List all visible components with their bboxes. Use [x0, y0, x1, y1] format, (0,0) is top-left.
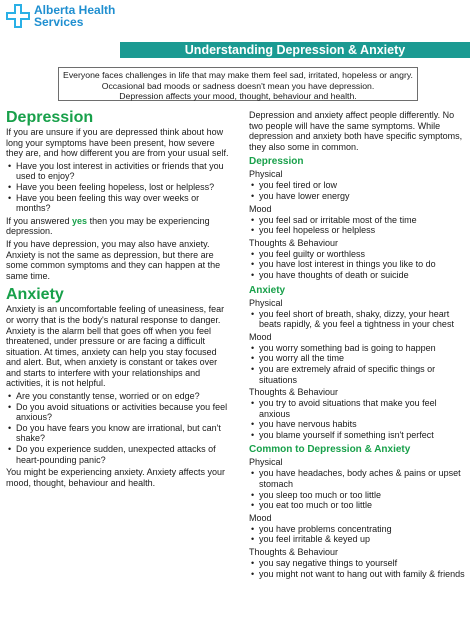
list-item: • you feel guilty or worthless: [249, 249, 469, 260]
list-item: • you say negative things to yourself: [249, 558, 469, 569]
list-item: • you have lost interest in things you like to do: [249, 259, 469, 270]
group-label: Physical: [249, 457, 283, 468]
header: [0, 0, 474, 42]
list-item: • Do you avoid situations or activities because you feel anxious?: [6, 402, 234, 423]
symptom-list: [249, 524, 469, 545]
depression-questions: [6, 161, 234, 214]
answered-text: If you answered: [6, 215, 73, 226]
list-item: • Are you constantly tense, worried or on edge?: [6, 391, 234, 402]
list-item: • you feel short of breath, shaky, dizzy, your heart beats rapidly, & you feel a tightness in your chest: [249, 309, 469, 330]
group-label: Mood: [249, 203, 272, 214]
list-item: • you eat too much or too little: [249, 500, 469, 511]
symptom-list: [249, 468, 469, 510]
symptom-list: [249, 558, 469, 579]
symptom-list: [249, 309, 469, 330]
list-item: • Have you been feeling hopeless, lost or helpless?: [6, 182, 234, 193]
right-column: [249, 110, 469, 581]
list-item: • you have headaches, body aches & pains or upset stomach: [249, 468, 469, 489]
intro-line: Everyone faces challenges in life that may make them feel sad, irritated, hopeless or angry.: [63, 70, 413, 80]
list-item: • you have lower energy: [249, 191, 469, 202]
brand-line-2: Services: [34, 15, 84, 29]
cross-logo-icon: [6, 4, 30, 28]
anxiety-heading: Anxiety: [6, 286, 64, 304]
yes-emphasis: yes: [72, 215, 88, 226]
intro-line: Occasional bad moods or sadness doesn't mean you have depression.: [101, 80, 375, 91]
symptom-list: [249, 249, 469, 281]
symptoms-common-heading: Common to Depression & Anxiety: [249, 444, 411, 456]
depression-heading: Depression: [6, 109, 94, 126]
group-label: Mood: [249, 331, 272, 342]
group-label: Thoughts & Behaviour: [249, 547, 339, 558]
list-item: • you have thoughts of death or suicide: [249, 270, 469, 281]
symptom-list: [249, 180, 469, 201]
group-label: Physical: [249, 297, 283, 308]
symptoms-depression-heading: Depression: [249, 156, 304, 168]
brand-logo: [6, 4, 115, 28]
brand-line-1: Alberta Health: [34, 3, 116, 17]
list-item: • you sleep too much or too little: [249, 490, 469, 501]
list-item: • you feel irritable & keyed up: [249, 534, 469, 545]
list-item: • you worry something bad is going to happen: [249, 343, 469, 354]
list-item: • you have problems concentrating: [249, 524, 469, 535]
group-label: Physical: [249, 169, 283, 180]
intro-line: Depression affects your mood, thought, behaviour and health.: [119, 91, 357, 102]
group-label: Thoughts & Behaviour: [249, 237, 339, 248]
list-item: • you are extremely afraid of specific things or situations: [249, 364, 469, 385]
list-item: • you feel tired or low: [249, 180, 469, 191]
symptom-list: [249, 215, 469, 236]
group-label: Mood: [249, 512, 272, 523]
list-item: • Do you have fears you know are irrational, but can't shake?: [6, 423, 234, 444]
list-item: • you have nervous habits: [249, 419, 469, 430]
brand-name: [34, 4, 115, 28]
list-item: • Have you lost interest in activities or friends that you used to enjoy?: [6, 161, 234, 182]
symptom-list: [249, 398, 469, 440]
list-item: • you blame yourself if something isn't perfect: [249, 430, 469, 441]
list-item: • you feel hopeless or helpless: [249, 225, 469, 236]
list-item: • you might not want to hang out with family & friends: [249, 569, 469, 580]
depression-anxiety-paragraph: If you have depression, you may also have anxiety. Anxiety is not the same as depression, but there are some common symptoms and they can happen at the same time.: [6, 238, 221, 281]
anxiety-closing-paragraph: You might be experiencing anxiety. Anxiety affects your mood, thought, behaviour and health.: [6, 467, 225, 488]
symptom-list: [249, 343, 469, 385]
list-item: • you try to avoid situations that make you feel anxious: [249, 398, 469, 419]
depression-paragraph: If you are unsure if you are depressed think about how long your symptoms have been present, how severe they are, and how different you are from your usual self.: [6, 127, 229, 159]
list-item: • Have you been feeling this way over weeks or months?: [6, 193, 234, 214]
right-intro-paragraph: Depression and anxiety affect people differently. No two people will have the same symptoms. While depression and anxiety both have specific symptoms, they also some in common.: [249, 110, 463, 152]
list-item: • you feel sad or irritable most of the time: [249, 215, 469, 226]
answered-yes-paragraph: [6, 216, 234, 237]
anxiety-questions: [6, 391, 234, 465]
list-item: • you worry all the time: [249, 353, 469, 364]
page-title-banner: Understanding Depression & Anxiety: [120, 42, 470, 58]
anxiety-paragraph: Anxiety is an uncomfortable feeling of uneasiness, fear or worry that is the body's natural response to danger. Anxiety is the alarm bell that goes off when you feel threatened, under pressure or are facing a difficult situation. At times, anxiety can help you stay focused and alert. But, when anxiety is constant or takes over and starts to interfere with your relationships and activities, it is not helpful.: [6, 304, 225, 389]
intro-box: [58, 67, 418, 101]
symptoms-anxiety-heading: Anxiety: [249, 284, 286, 296]
left-column: [6, 110, 234, 490]
group-label: Thoughts & Behaviour: [249, 387, 339, 398]
answered-text: then you may be experiencing depression.: [6, 215, 210, 237]
list-item: • Do you experience sudden, unexpected attacks of heart-pounding panic?: [6, 444, 234, 465]
